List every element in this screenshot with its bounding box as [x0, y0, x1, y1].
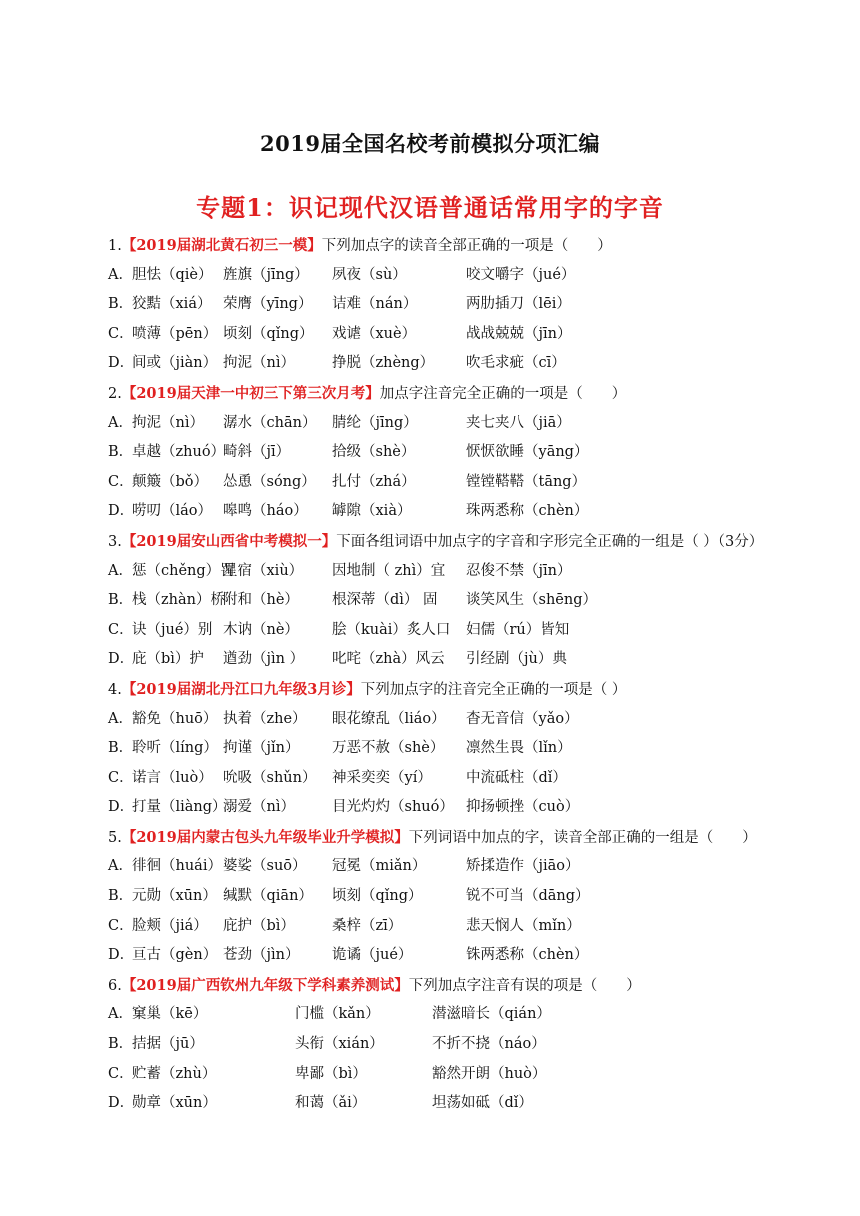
- option-word: 胆怯（qiè）: [132, 266, 213, 283]
- option-word: 戏谑（xuè）: [332, 325, 417, 342]
- option-letter: A．: [108, 414, 133, 431]
- option-letter: B．: [108, 888, 134, 905]
- answer-option: [108, 941, 828, 971]
- option-letter: A．: [108, 858, 133, 875]
- answer-option: [108, 290, 828, 320]
- option-word: 咬文嚼字（jué）: [466, 266, 576, 283]
- question-text: 下面各组词语中加点字的字音和字形完全正确的一组是（ ）（3分）: [336, 533, 764, 550]
- option-word: 罅隙（xià）: [332, 503, 412, 520]
- answer-option: [108, 261, 828, 291]
- answer-option: [108, 852, 828, 882]
- option-letter: C．: [108, 473, 134, 490]
- option-word: 豁然开朗（huò）: [432, 1065, 547, 1082]
- option-letter: A．: [108, 710, 133, 727]
- question-stem: [108, 971, 828, 1001]
- option-word: 诀（jué）别: [132, 621, 213, 638]
- option-letter: C．: [108, 621, 134, 638]
- option-word: 眼花缭乱（liáo）: [332, 710, 446, 727]
- option-word: 门槛（kǎn）: [295, 1006, 380, 1023]
- question-source: 【2019届天津一中初三下第三次月考】: [121, 384, 380, 402]
- answer-option: [108, 734, 828, 764]
- option-word: 潺水（chān）: [223, 414, 317, 431]
- option-word: 根深蒂（dì） 固: [332, 592, 438, 609]
- option-word: 吮吸（shǔn）: [223, 769, 317, 786]
- option-word: 庇护（bì）: [223, 917, 295, 934]
- option-word: 神采奕奕（yí）: [332, 769, 432, 786]
- option-word: 庇（bì）护: [132, 651, 204, 668]
- option-word: 凛然生畏（lǐn）: [466, 740, 572, 757]
- option-word: 引经剧（jù）典: [466, 651, 567, 668]
- option-word: 镗镗鞳鞳（tāng）: [466, 473, 587, 490]
- option-word: 夙夜（sù）: [332, 266, 407, 283]
- option-word: 顷刻（qǐng）: [332, 888, 423, 905]
- option-word: 缄默（qiān）: [223, 888, 313, 905]
- option-word: 珠两悉称（chèn）: [466, 503, 589, 520]
- option-word: 矫揉造作（jiāo）: [466, 858, 580, 875]
- option-word: 头衔（xián）: [295, 1036, 384, 1053]
- option-word: 贮蓄（zhù）: [132, 1065, 217, 1082]
- option-word: 诘难（nán）: [332, 296, 418, 313]
- answer-option: [108, 1000, 828, 1030]
- option-word: 战战兢兢（jīn）: [466, 325, 572, 342]
- question-number: 2.: [108, 385, 122, 402]
- option-word: 吹毛求疵（cī）: [466, 355, 566, 372]
- option-word: 和蔼（ǎi）: [295, 1095, 367, 1112]
- option-word: 恹恹欲睡（yāng）: [466, 444, 589, 461]
- option-word: 夹七夹八（jiā）: [466, 414, 571, 431]
- option-word: 卑鄙（bì）: [295, 1065, 367, 1082]
- option-word: 拾级（shè）: [332, 444, 416, 461]
- option-word: 婆娑（suō）: [223, 858, 307, 875]
- option-word: 怂恿（sóng）: [223, 473, 316, 490]
- option-word: 忍俊不禁（jīn）: [466, 562, 572, 579]
- option-letter: C．: [108, 769, 134, 786]
- answer-option: [108, 616, 828, 646]
- option-word: 冠冕（miǎn）: [332, 858, 427, 875]
- option-letter: C．: [108, 917, 134, 934]
- option-word: 拮据（jū）: [132, 1036, 204, 1053]
- option-letter: A．: [108, 266, 133, 283]
- option-word: 杳无音信（yǎo）: [466, 710, 579, 727]
- question-text: 下列加点字注音有误的项是（ ）: [408, 977, 641, 994]
- option-letter: B．: [108, 592, 134, 609]
- option-word: 执着（zhe）: [223, 710, 307, 727]
- option-word: 卓越（zhuó）: [132, 444, 226, 461]
- question-number: 4.: [108, 681, 122, 698]
- question-list: [108, 231, 828, 1119]
- answer-option: [108, 1060, 828, 1090]
- option-letter: B．: [108, 740, 134, 757]
- option-word: 拘泥（nì）: [223, 355, 295, 372]
- question-stem: [108, 527, 828, 557]
- option-word: 间或（jiàn）: [132, 355, 218, 372]
- answer-option: [108, 793, 828, 823]
- option-word: 挣脱（zhèng）: [332, 355, 435, 372]
- answer-option: [108, 438, 828, 468]
- question-source: 【2019届湖北丹江口九年级3月诊】: [121, 680, 361, 698]
- option-letter: D．: [108, 799, 135, 816]
- option-word: 顷刻（qǐng）: [223, 325, 314, 342]
- option-word: 脍（kuài）炙人口: [332, 621, 451, 638]
- option-word: 附和（hè）: [223, 592, 299, 609]
- option-word: 诺言（luò）: [132, 769, 213, 786]
- option-letter: C．: [108, 325, 134, 342]
- option-word: 喷薄（pēn）: [132, 325, 218, 342]
- option-word: 木讷（nè）: [223, 621, 299, 638]
- option-word: 叱咤（zhà）风云: [332, 651, 445, 668]
- option-word: 徘徊（huái）: [132, 858, 222, 875]
- answer-option: [108, 645, 828, 675]
- answer-option: [108, 764, 828, 794]
- option-word: 颠簸（bǒ）: [132, 473, 209, 490]
- option-word: 畸斜（jī）: [223, 444, 291, 461]
- option-letter: D．: [108, 355, 135, 372]
- option-word: 豁免（huō）: [132, 710, 218, 727]
- question-number: 1.: [108, 238, 122, 254]
- option-word: 中流砥柱（dǐ）: [466, 769, 567, 786]
- answer-option: [108, 882, 828, 912]
- option-word: 栈（zhàn）桥: [132, 592, 225, 609]
- option-letter: A．: [108, 562, 133, 579]
- option-word: 桑梓（zī）: [332, 917, 403, 934]
- option-word: 万恶不赦（shè）: [332, 740, 445, 757]
- option-word: 因地制（ zhì）宜: [332, 562, 446, 579]
- option-letter: A．: [108, 1006, 133, 1023]
- option-letter: D．: [108, 947, 135, 964]
- option-letter: D．: [108, 503, 135, 520]
- question-text: 下列加点字的读音全部正确的一项是（ ）: [321, 238, 612, 254]
- option-word: 惩（chěng）罚: [132, 562, 235, 579]
- option-word: 苍劲（jìn）: [223, 947, 300, 964]
- option-word: 打量（liàng）: [132, 799, 227, 816]
- answer-option: [108, 912, 828, 942]
- option-word: 铢两悉称（chèn）: [466, 947, 589, 964]
- question-source: 【2019届内蒙古包头九年级毕业升学模拟】: [121, 828, 409, 846]
- topic-title: 专题1：识记现代汉语普通话常用字的字音: [196, 193, 664, 222]
- option-word: 勋章（xūn）: [132, 1095, 217, 1112]
- answer-option: [108, 1030, 828, 1060]
- question-stem: [108, 823, 828, 853]
- answer-option: [108, 557, 828, 587]
- answer-option: [108, 409, 828, 439]
- option-word: 两肋插刀（lēi）: [466, 296, 571, 313]
- question-text: 下列词语中加点的字，读音全部正确的一组是（ ）: [408, 829, 757, 846]
- option-word: 谈笑风生（shēng）: [466, 592, 597, 609]
- question-stem: [108, 379, 828, 409]
- option-word: 脸颊（jiá）: [132, 917, 208, 934]
- option-word: 拘谨（jǐn）: [223, 740, 300, 757]
- answer-option: [108, 320, 828, 350]
- question-source: 【2019届湖北黄石初三一模】: [121, 237, 322, 254]
- answer-option: [108, 586, 828, 616]
- option-letter: B．: [108, 1036, 134, 1053]
- option-word: 荣膺（yīng）: [223, 296, 313, 313]
- option-word: 目光灼灼（shuó）: [332, 799, 454, 816]
- option-word: 狡黠（xiá）: [132, 296, 212, 313]
- option-letter: D．: [108, 651, 135, 668]
- option-word: 悲天悯人（mǐn）: [466, 917, 581, 934]
- option-word: 窠巢（kē）: [132, 1006, 208, 1023]
- question-text: 加点字注音完全正确的一项是（ ）: [379, 385, 627, 402]
- question-number: 3.: [108, 533, 122, 550]
- option-word: 唠叨（láo）: [132, 503, 213, 520]
- question-number: 5.: [108, 829, 122, 846]
- option-word: 聆听（líng）: [132, 740, 218, 757]
- option-word: 扎付（zhá）: [332, 473, 416, 490]
- option-word: 嗥鸣（háo）: [223, 503, 308, 520]
- option-letter: C．: [108, 1065, 134, 1082]
- question-stem: [108, 675, 828, 705]
- answer-option: [108, 349, 828, 379]
- question-source: 【2019届安山西省中考模拟一】: [121, 532, 337, 550]
- option-word: 妇儒（rú）皆知: [466, 621, 570, 638]
- option-word: 星宿（xiù）: [223, 562, 304, 579]
- option-letter: D．: [108, 1095, 135, 1112]
- question-number: 6.: [108, 977, 122, 994]
- option-letter: B．: [108, 296, 134, 313]
- answer-option: [108, 705, 828, 735]
- option-word: 抑扬顿挫（cuò）: [466, 799, 580, 816]
- option-word: 旌旗（jīng）: [223, 266, 309, 283]
- option-letter: B．: [108, 444, 134, 461]
- option-word: 潜滋暗长（qián）: [432, 1006, 551, 1023]
- option-word: 元勋（xūn）: [132, 888, 217, 905]
- option-word: 锐不可当（dāng）: [466, 888, 590, 905]
- answer-option: [108, 468, 828, 498]
- option-word: 坦荡如砥（dǐ）: [432, 1095, 533, 1112]
- option-word: 诡谲（jué）: [332, 947, 413, 964]
- option-word: 溺爱（nì）: [223, 799, 295, 816]
- option-word: 不折不挠（náo）: [432, 1036, 546, 1053]
- question-text: 下列加点字的注音完全正确的一项是（ ）: [360, 681, 627, 698]
- answer-option: [108, 497, 828, 527]
- option-word: 遒劲（jìn ）: [223, 651, 305, 668]
- answer-option: [108, 1089, 828, 1119]
- option-word: 腈纶（jīng）: [332, 414, 418, 431]
- question-stem: [108, 231, 828, 261]
- option-word: 拘泥（nì）: [132, 414, 204, 431]
- main-title: 2019届全国名校考前模拟分项汇编: [260, 131, 600, 156]
- question-source: 【2019届广西钦州九年级下学科素养测试】: [121, 976, 409, 994]
- option-word: 亘古（gèn）: [132, 947, 218, 964]
